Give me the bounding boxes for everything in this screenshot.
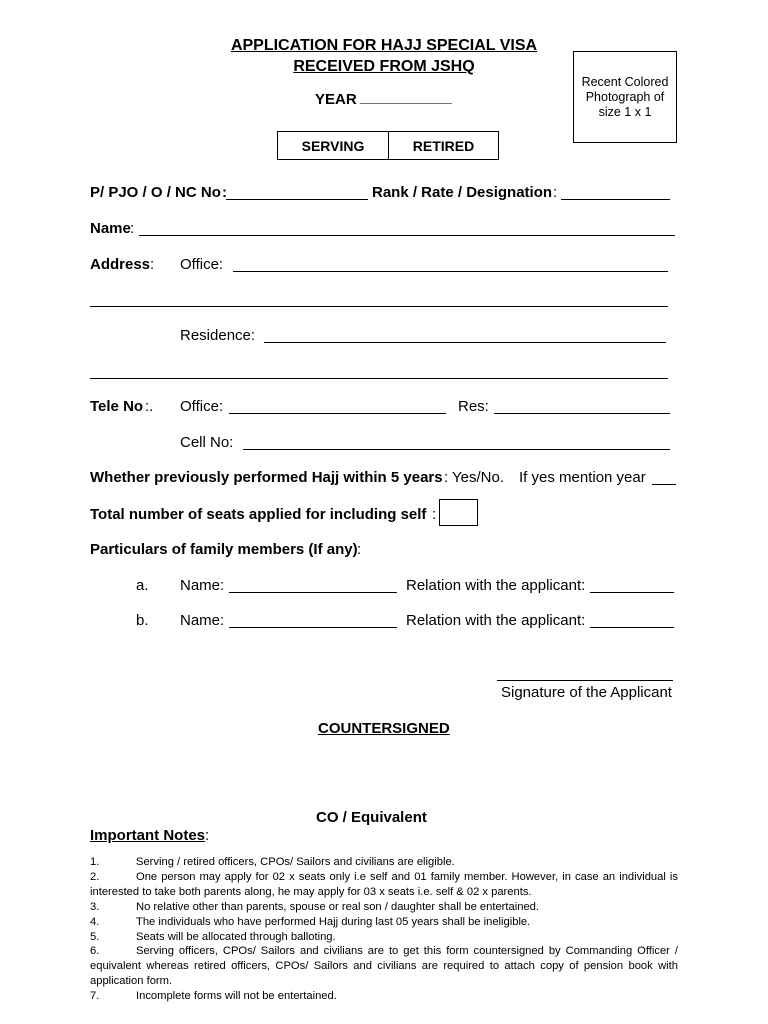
address-office-label: Office: [180,256,224,273]
note-item: 6. Serving officers, CPOs/ Sailors and civilians are to get this form countersigned by Commanding Officer / equivalent whereas retired officers, CPOs/ Sailors and civilians are required to attach copy of pension book with application form. [90,945,678,988]
pjo-label: P/ PJO / O / NC No [90,184,221,201]
residence-label: Residence: [180,327,256,344]
residence-field[interactable] [264,342,666,343]
rank-field[interactable] [561,199,670,200]
seats-input[interactable] [439,499,478,526]
family-name-field-b[interactable] [229,627,397,628]
countersigned-heading: COUNTERSIGNED [318,720,450,737]
cell-label: Cell No: [180,434,234,451]
note-item: 1. Serving / retired officers, CPOs/ Sailors and civilians are eligible. [90,856,455,868]
note-item: 4. The individuals who have performed Hajj during last 05 years shall be ineligible. [90,915,531,928]
hajj-question: Whether previously performed Hajj within 5 years [90,469,443,486]
seats-label: Total number of seats applied for including self [90,506,427,523]
address-office-field-line2[interactable] [90,306,668,307]
note-item: 7. Incomplete forms will not be entertained. [90,990,337,1003]
retired-option[interactable]: RETIRED [388,131,499,160]
tele-res-label: Res: [458,398,489,415]
form-subtitle: RECEIVED FROM JSHQ [293,58,475,75]
family-relation-label-b: Relation with the applicant: [406,612,586,629]
name-field[interactable] [139,235,675,236]
note-item: 5. Seats will be allocated through balloting. [90,930,336,943]
tele-res-field[interactable] [494,413,670,414]
co-equivalent-label: CO / Equivalent [316,809,427,826]
address-label: Address [90,256,151,273]
cell-field[interactable] [243,449,670,450]
note-item: 2. One person may apply for 02 x seats only i.e self and 01 family member. However, in case an individual is interested to take both parents along, he may apply for 03 x seats i.e. self & 02 x parents. [90,870,678,898]
name-label: Name [90,220,131,237]
family-relation-label-a: Relation with the applicant: [406,577,586,594]
rank-label: Rank / Rate / Designation [372,184,553,201]
family-heading: Particulars of family members (If any) [90,541,358,558]
hajj-year-field[interactable] [652,484,676,485]
photograph-box: Recent Colored Photograph of size 1 x 1 [573,51,677,143]
note-item: 3. No relative other than parents, spouse or real son / daughter shall be entertained. [90,900,540,913]
family-name-label-a: Name: [180,577,225,594]
signature-line[interactable] [497,680,673,681]
signature-label: Signature of the Applicant [501,684,672,701]
tele-office-field[interactable] [229,413,446,414]
family-name-label-b: Name: [180,612,225,629]
family-marker-b: b. [136,612,149,629]
address-office-field[interactable] [233,271,668,272]
year-field[interactable]: ___________ [360,89,452,106]
family-name-field-a[interactable] [229,592,397,593]
family-marker-a: a. [136,577,149,594]
notes-list [90,855,678,1004]
family-relation-field-a[interactable] [590,592,674,593]
hajj-answer[interactable]: Yes/No. [452,469,504,486]
year-label: YEAR [315,91,357,108]
hajj-year-prompt: If yes mention year [519,469,646,486]
tele-office-label: Office: [180,398,224,415]
serving-option[interactable]: SERVING [277,131,389,160]
tele-label: Tele No [90,398,144,415]
form-title: APPLICATION FOR HAJJ SPECIAL VISA [230,37,538,54]
residence-field-line2[interactable] [90,378,668,379]
notes-heading: Important Notes [90,827,206,844]
pjo-field[interactable] [226,199,368,200]
family-relation-field-b[interactable] [590,627,674,628]
